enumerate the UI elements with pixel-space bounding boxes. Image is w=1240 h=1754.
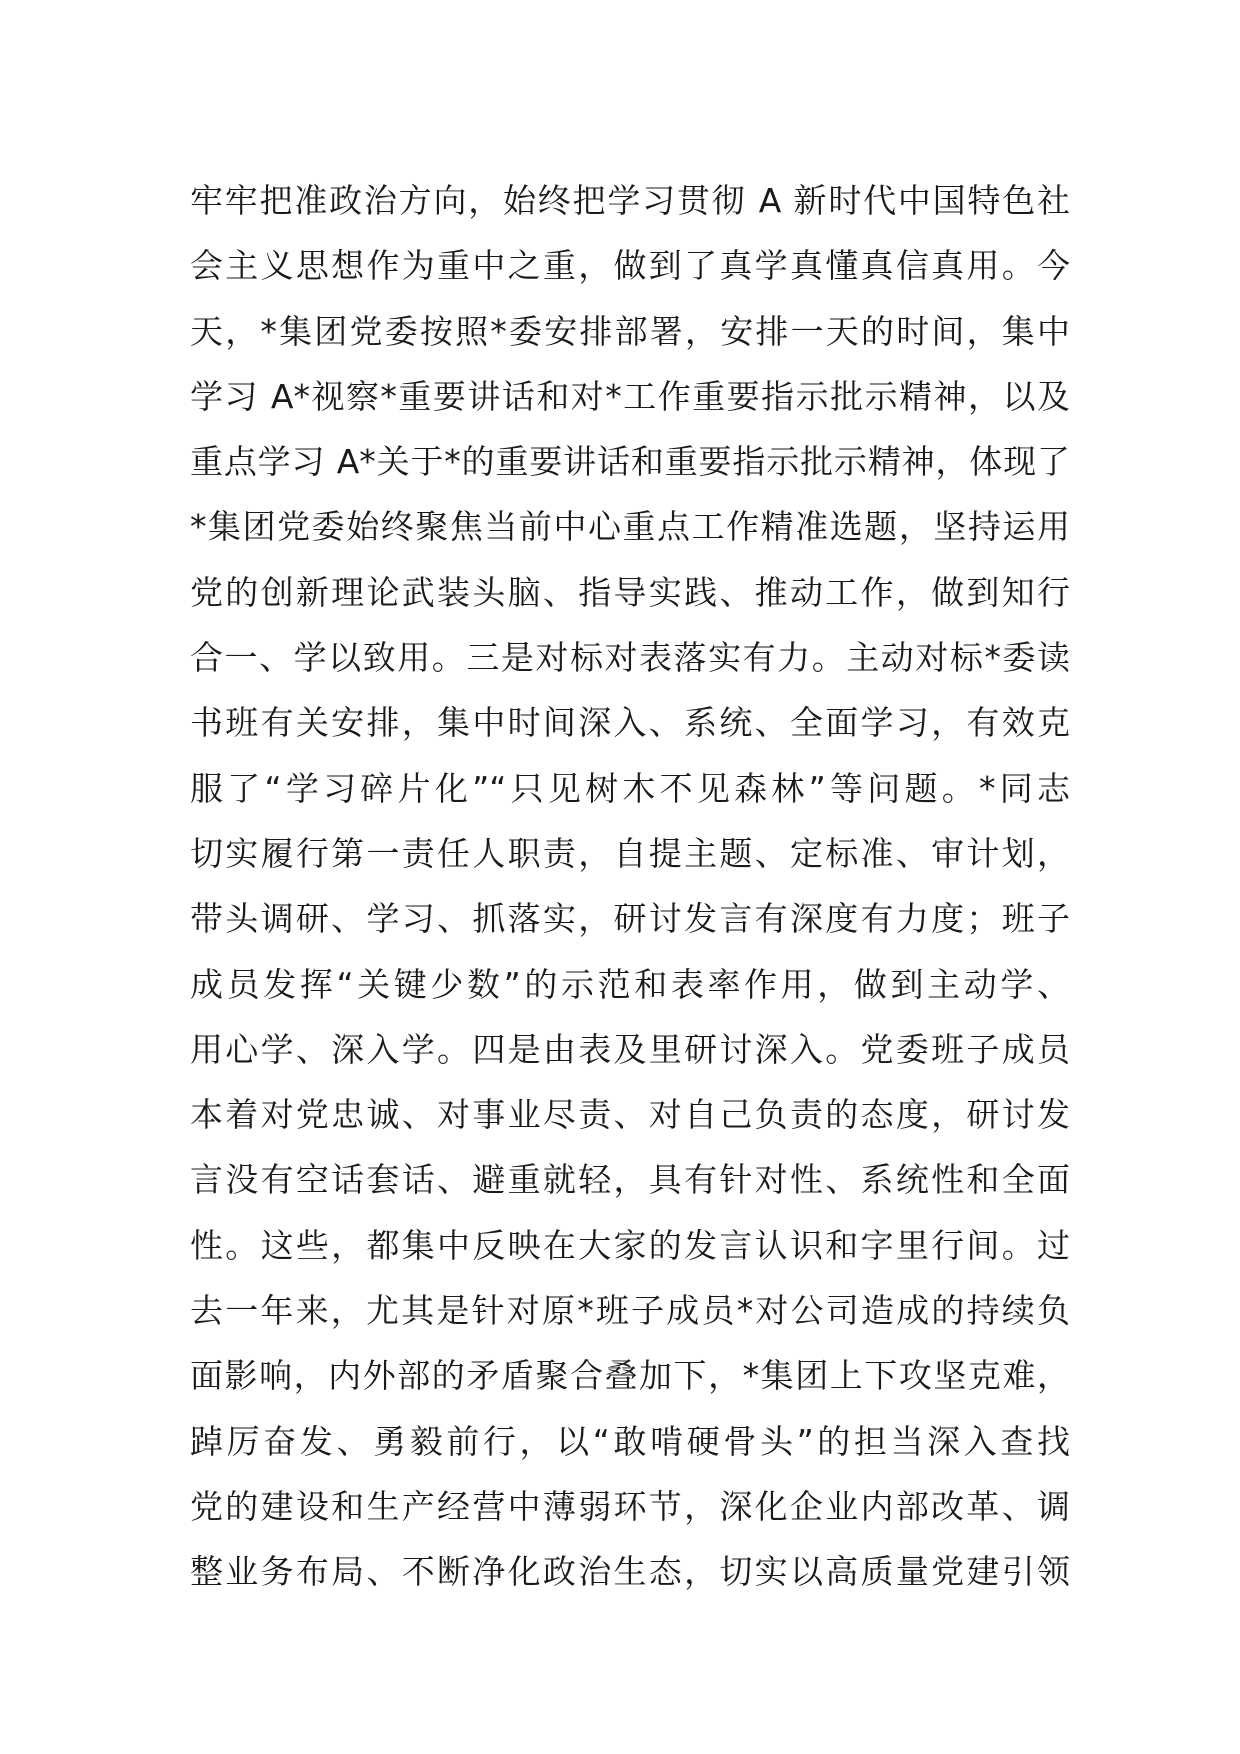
text-line: 用心学、深入学。四是由表及里研讨深入。党委班子成员 <box>190 1029 1070 1069</box>
text-line: 本着对党忠诚、对事业尽责、对自己负责的态度，研讨发 <box>190 1095 1070 1135</box>
text-line: 服了“学习碎片化”“只见树木不见森林”等问题。*同志 <box>190 768 1070 808</box>
text-line: 性。这些，都集中反映在大家的发言认识和字里行间。过 <box>190 1225 1070 1265</box>
text-line: 面影响，内外部的矛盾聚合叠加下，*集团上下攻坚克难， <box>190 1356 1070 1396</box>
text-line: 天，*集团党委按照*委安排部署，安排一天的时间，集中 <box>190 311 1070 351</box>
text-line: 踔厉奋发、勇毅前行，以“敢啃硬骨头”的担当深入查找 <box>190 1421 1070 1461</box>
text-line: 重点学习 A*关于*的重要讲话和重要指示批示精神，体现了 <box>190 442 1070 482</box>
text-line: 党的建设和生产经营中薄弱环节，深化企业内部改革、调 <box>190 1486 1070 1526</box>
text-line: 整业务布局、不断净化政治生态，切实以高质量党建引领 <box>190 1552 1070 1592</box>
text-line: 会主义思想作为重中之重，做到了真学真懂真信真用。今 <box>190 246 1070 286</box>
text-line: 带头调研、学习、抓落实，研讨发言有深度有力度；班子 <box>190 899 1070 939</box>
text-line: 切实履行第一责任人职责，自提主题、定标准、审计划， <box>190 833 1070 873</box>
body-paragraph <box>190 168 1070 1605</box>
text-line: 言没有空话套话、避重就轻，具有针对性、系统性和全面 <box>190 1160 1070 1200</box>
text-line: 党的创新理论武装头脑、指导实践、推动工作，做到知行 <box>190 572 1070 612</box>
text-line: 去一年来，尤其是针对原*班子成员*对公司造成的持续负 <box>190 1291 1070 1331</box>
text-line: 成员发挥“关键少数”的示范和表率作用，做到主动学、 <box>190 964 1070 1004</box>
text-line: 书班有关安排，集中时间深入、系统、全面学习，有效克 <box>190 703 1070 743</box>
text-line: 牢牢把准政治方向，始终把学习贯彻 A 新时代中国特色社 <box>190 181 1070 220</box>
text-line: 学习 A*视察*重要讲话和对*工作重要指示批示精神，以及 <box>190 376 1070 416</box>
text-line: *集团党委始终聚焦当前中心重点工作精准选题，坚持运用 <box>190 507 1070 547</box>
text-line: 合一、学以致用。三是对标对表落实有力。主动对标*委读 <box>190 638 1070 678</box>
